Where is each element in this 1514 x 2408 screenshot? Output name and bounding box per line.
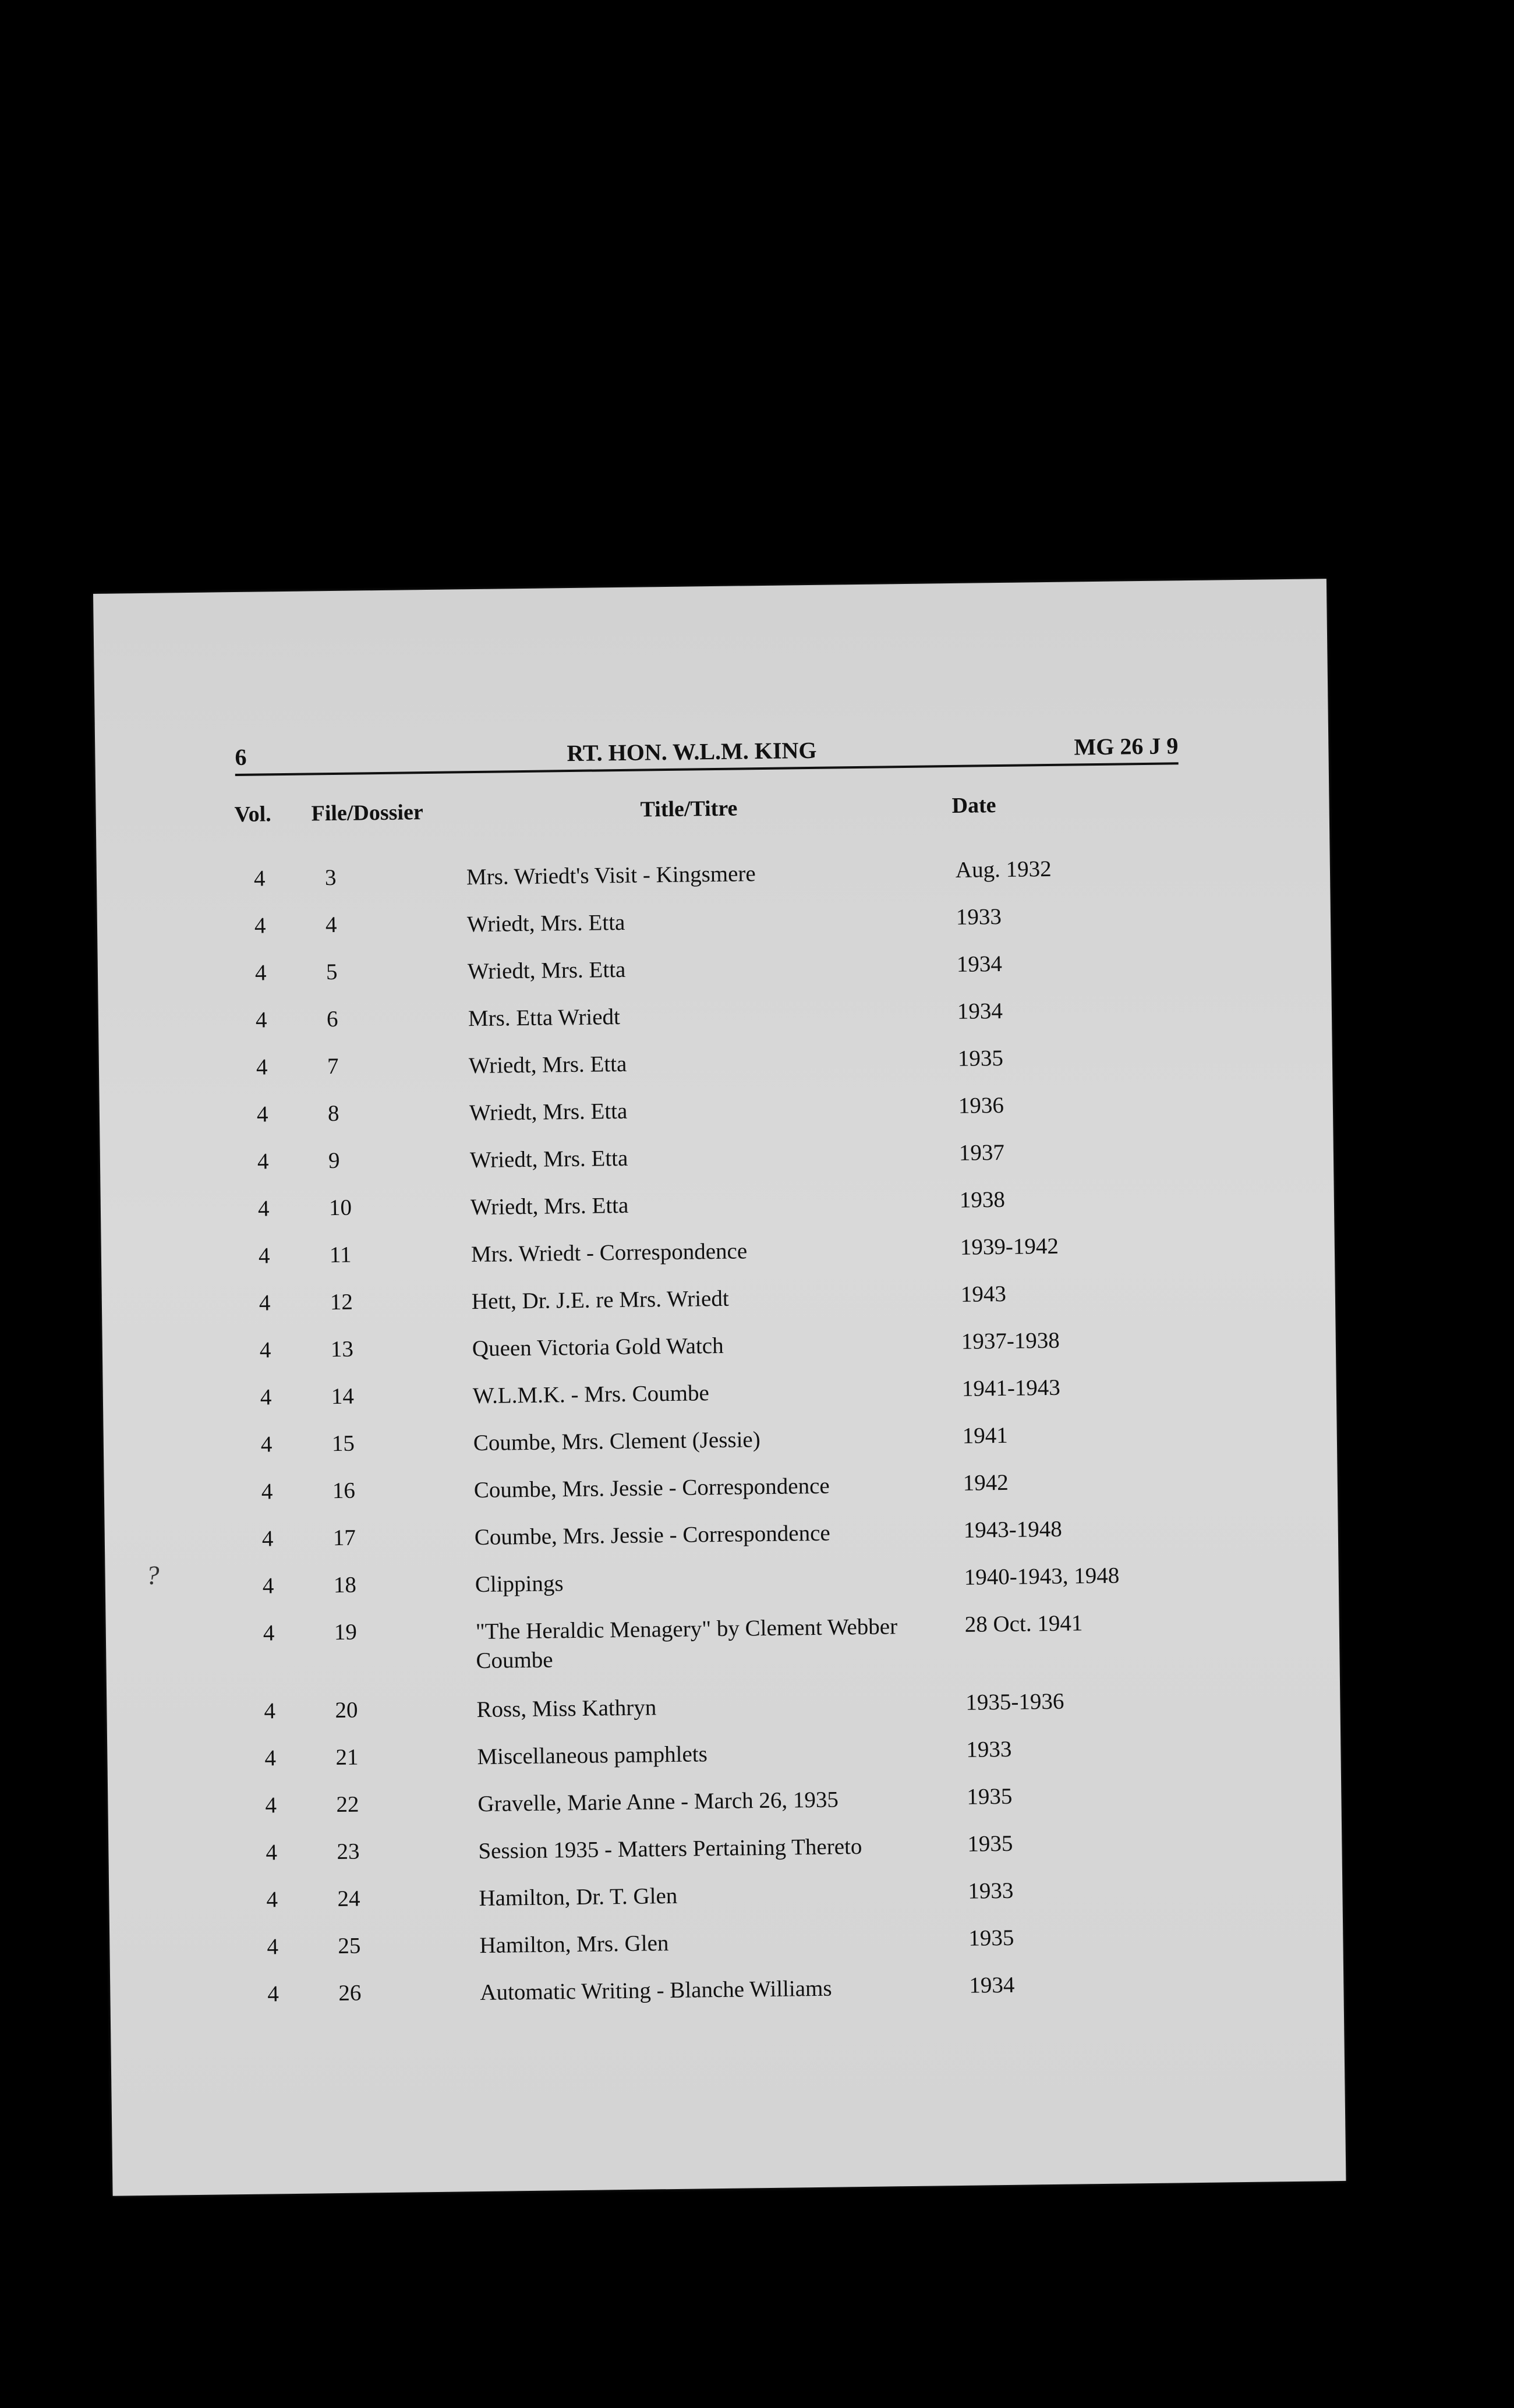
row-title: Ross, Miss Kathryn (476, 1695, 657, 1723)
row-vol: 4 (256, 1102, 268, 1127)
row-title: Mrs. Wriedt - Correspondence (471, 1238, 748, 1267)
row-file: 24 (337, 1886, 360, 1912)
row-file: 7 (327, 1053, 339, 1079)
row-file: 8 (327, 1100, 339, 1127)
row-title: Hamilton, Mrs. Glen (479, 1931, 669, 1959)
row-vol: 4 (257, 1196, 270, 1221)
document-page (93, 579, 1346, 2196)
row-date: 1935 (968, 1925, 1014, 1951)
row-date: 28 Oct. 1941 (964, 1610, 1083, 1637)
column-header-title: Title/Titre (640, 796, 738, 822)
row-vol: 4 (259, 1337, 271, 1363)
row-title: Wriedt, Mrs. Etta (468, 1051, 627, 1079)
row-file: 14 (331, 1383, 355, 1410)
row-file: 22 (336, 1791, 359, 1818)
row-date: 1935 (967, 1830, 1013, 1857)
file-list (97, 852, 1344, 2030)
row-title: Queen Victoria Gold Watch (472, 1333, 724, 1362)
row-vol: 4 (266, 1887, 278, 1913)
row-file: 9 (328, 1148, 340, 1174)
row-vol: 4 (267, 1981, 280, 2007)
row-date: 1935-1936 (965, 1688, 1064, 1715)
row-file: 6 (326, 1006, 338, 1032)
row-title: Wriedt, Mrs. Etta (466, 909, 625, 937)
row-title: "The Heraldic Menagery" by Clement Webber Coumbe (475, 1614, 898, 1674)
column-header-file: File/Dossier (311, 800, 423, 826)
row-vol: 4 (264, 1698, 276, 1724)
row-date: 1934 (956, 951, 1003, 977)
table-row (106, 1607, 1340, 1700)
row-file: 11 (329, 1242, 352, 1268)
row-date: 1936 (958, 1092, 1004, 1118)
row-vol: 4 (265, 1793, 277, 1818)
row-vol: 4 (266, 1840, 278, 1865)
row-date: 1942 (963, 1469, 1009, 1496)
row-date: 1943-1948 (963, 1516, 1063, 1543)
row-title: Gravelle, Marie Anne - March 26, 1935 (477, 1787, 839, 1817)
row-file: 3 (324, 865, 337, 891)
row-file: 12 (330, 1289, 353, 1315)
row-date: 1935 (957, 1045, 1004, 1071)
row-file: 26 (338, 1980, 362, 2006)
row-date: 1934 (969, 1972, 1015, 1998)
row-date: 1938 (959, 1187, 1006, 1213)
row-title: Wriedt, Mrs. Etta (470, 1192, 629, 1220)
row-file: 17 (332, 1525, 356, 1551)
collection-title: RT. HON. W.L.M. KING (567, 736, 817, 767)
row-title: Session 1935 - Matters Pertaining Thereto (478, 1834, 862, 1864)
row-file: 4 (325, 912, 337, 938)
row-vol: 4 (254, 913, 266, 939)
row-date: 1941 (962, 1422, 1009, 1449)
row-file: 15 (331, 1430, 355, 1457)
row-file: 23 (337, 1839, 360, 1865)
row-vol: 4 (261, 1526, 274, 1552)
row-date: 1935 (967, 1783, 1013, 1809)
row-title: Automatic Writing - Blanche Williams (480, 1975, 832, 2006)
row-title: Hett, Dr. J.E. re Mrs. Wriedt (471, 1286, 729, 1315)
row-vol: 4 (254, 960, 267, 986)
page-header (235, 732, 1179, 778)
row-vol: 4 (267, 1934, 279, 1960)
row-title: Wriedt, Mrs. Etta (469, 1098, 628, 1126)
column-header-vol: Vol. (234, 802, 271, 827)
row-title: Hamilton, Dr. T. Glen (479, 1883, 678, 1911)
row-date: 1940-1943, 1948 (964, 1563, 1120, 1590)
row-date: 1933 (968, 1878, 1014, 1904)
row-date: 1941-1943 (961, 1375, 1061, 1401)
row-file: 13 (330, 1336, 354, 1362)
row-title: Coumbe, Mrs. Jessie - Correspondence (473, 1473, 830, 1503)
row-title: Wriedt, Mrs. Etta (467, 957, 626, 985)
row-date: 1937 (958, 1139, 1005, 1166)
row-vol: 4 (264, 1745, 277, 1771)
row-file: 10 (328, 1195, 352, 1221)
row-vol: 4 (257, 1149, 269, 1174)
row-title: Mrs. Wriedt's Visit - Kingsmere (466, 861, 756, 890)
row-vol: 4 (253, 866, 266, 891)
row-date: 1933 (966, 1736, 1012, 1762)
row-file: 19 (334, 1619, 358, 1645)
row-title: W.L.M.K. - Mrs. Coumbe (472, 1380, 710, 1409)
row-vol: 4 (258, 1243, 270, 1269)
row-vol: 4 (256, 1054, 268, 1080)
row-vol: 4 (260, 1384, 272, 1410)
row-file: 5 (326, 959, 338, 985)
row-vol: 4 (255, 1007, 267, 1033)
row-file: 25 (338, 1933, 361, 1959)
row-date: 1937-1938 (961, 1327, 1060, 1354)
row-date: 1933 (956, 904, 1002, 930)
row-file: 18 (333, 1572, 357, 1598)
row-title: Coumbe, Mrs. Jessie - Correspondence (474, 1520, 830, 1550)
handwritten-margin-mark: ? (146, 1560, 160, 1591)
row-file: 20 (335, 1697, 358, 1723)
archive-reference: MG 26 J 9 (1074, 732, 1179, 760)
row-date: 1939-1942 (960, 1233, 1059, 1260)
row-date: 1934 (957, 998, 1003, 1024)
row-date: Aug. 1932 (955, 856, 1052, 883)
row-file: 21 (335, 1744, 359, 1770)
page-number: 6 (235, 743, 247, 771)
row-vol: 4 (263, 1620, 275, 1646)
row-title: Miscellaneous pamphlets (477, 1741, 708, 1770)
row-title: Coumbe, Mrs. Clement (Jessie) (473, 1427, 760, 1456)
row-title: Wriedt, Mrs. Etta (469, 1145, 628, 1173)
row-vol: 4 (260, 1432, 273, 1457)
row-date: 1943 (960, 1281, 1007, 1307)
column-header-date: Date (951, 793, 996, 819)
row-title: Mrs. Etta Wriedt (468, 1004, 621, 1032)
row-vol: 4 (262, 1573, 274, 1599)
row-vol: 4 (259, 1290, 271, 1316)
row-file: 16 (332, 1478, 356, 1504)
row-title: Clippings (475, 1571, 564, 1598)
row-vol: 4 (261, 1479, 273, 1504)
